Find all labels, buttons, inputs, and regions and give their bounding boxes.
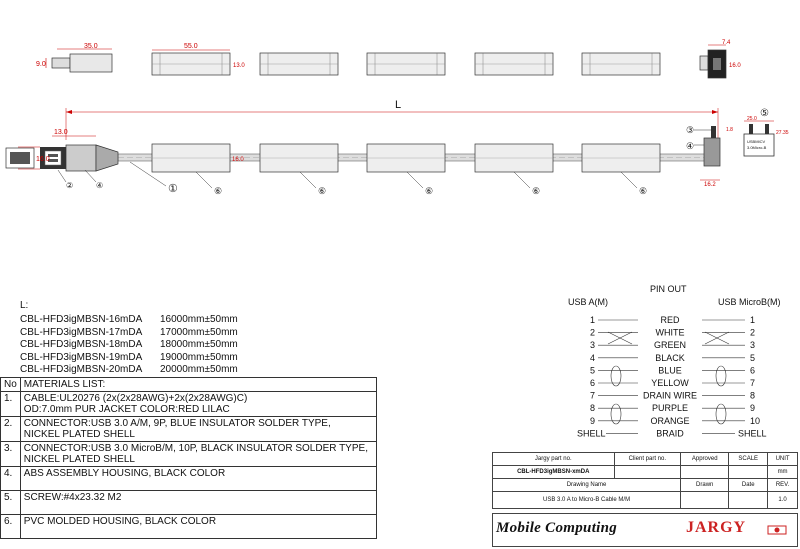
drawn-label: Drawn <box>681 479 729 492</box>
length-row-length: 18000mm±50mm <box>160 339 238 350</box>
pin-right-number: 3 <box>750 340 756 351</box>
length-row-part: CBL-HFD3igMBSN-20mDA <box>20 364 143 375</box>
ferrite-side-3 <box>367 144 445 172</box>
pin-left-number: SHELL <box>577 428 606 439</box>
length-row-part: CBL-HFD3igMBSN-19mDA <box>20 351 143 363</box>
callout-6e: ⑥ <box>639 186 648 196</box>
materials-row-line1: SCREW:#4x23.32 M2 <box>23 492 122 503</box>
pin-right-number: 8 <box>750 390 756 401</box>
callout-6d: ⑥ <box>532 186 541 196</box>
callout-5: ⑤ <box>760 108 769 119</box>
callout-6a: ⑥ <box>214 186 223 196</box>
pin-left-number: 8 <box>590 403 596 414</box>
materials-row-no: 6. <box>1 515 21 539</box>
dim-ferrite-length: 55.0 <box>184 43 198 50</box>
dim-ferrite-width: 13.0 <box>233 63 245 69</box>
callout-4a: ④ <box>96 181 104 190</box>
dim-usba-height: 9.0 <box>36 61 46 68</box>
dim-microb-width: 7.4 <box>722 40 731 46</box>
callout-4b: ④ <box>686 141 695 151</box>
materials-row-line1: ABS ASSEMBLY HOUSING, BLACK COLOR <box>23 468 226 479</box>
pinout-title: PIN OUT <box>650 284 687 294</box>
length-row-part: CBL-HFD3igMBSN-16mDA <box>20 314 143 325</box>
pin-left-number: 6 <box>590 378 596 388</box>
length-row-part: CBL-HFD3igMBSN-17mDA <box>20 326 143 338</box>
callout-3: ③ <box>686 125 695 135</box>
approved-label: Approved <box>681 453 729 466</box>
dim-microb-side: 16.2 <box>704 182 716 188</box>
wire-color-name: BLACK <box>655 352 685 363</box>
unit-value: mm <box>768 466 798 479</box>
title-block <box>492 452 798 509</box>
length-row-length: 20000mm±50mm <box>160 364 238 375</box>
pin-right-number: 7 <box>750 378 756 388</box>
length-row-part: CBL-HFD3igMBSN-18mDA <box>20 339 143 350</box>
logo-jargy: JARGY <box>686 519 747 536</box>
materials-row-no: 2. <box>1 417 21 442</box>
pinout-rows <box>577 315 767 438</box>
pin-left-number: 5 <box>590 365 596 376</box>
pin-left-number: 2 <box>590 327 596 338</box>
pinout-right-header: USB MicroB(M) <box>718 297 781 307</box>
wire-color-name: YELLOW <box>651 378 689 388</box>
wire-color-name: BRAID <box>656 428 684 439</box>
materials-row-line1: CABLE:UL20276 (2x(2x28AWG)+2x(2x28AWG)C) <box>23 393 248 404</box>
callout-6b: ⑥ <box>318 186 327 196</box>
materials-row <box>1 515 377 539</box>
pin-right-number: 9 <box>750 403 756 414</box>
ferrite-top-5 <box>582 53 660 75</box>
pin-left-number: 4 <box>590 352 596 363</box>
materials-row-no: 3. <box>1 442 21 467</box>
dim-usba-length: 35.0 <box>84 43 98 50</box>
client-part-label: Client part no. <box>614 453 681 466</box>
pin-left-number: 3 <box>590 340 596 351</box>
dim-microb-end-height: 27.35 <box>776 130 789 136</box>
dim-microb-end-width: 25.0 <box>747 116 757 122</box>
unit-label: UNIT <box>768 453 798 466</box>
pin-right-number: 5 <box>750 352 756 363</box>
dim-usba-side-length: 13.0 <box>54 129 68 136</box>
wire-color-name: DRAIN WIRE <box>643 390 697 401</box>
length-row-length: 16000mm±50mm <box>160 314 238 325</box>
materials-row-no: 5. <box>1 491 21 515</box>
date-label: Date <box>729 479 768 492</box>
materials-row-line1: PVC MOLDED HOUSING, BLACK COLOR <box>23 516 217 527</box>
ferrite-top-3 <box>367 53 445 75</box>
pinout-diagram <box>568 284 781 307</box>
callout-2: ② <box>66 181 74 190</box>
materials-row <box>1 392 377 417</box>
dim-microb-height: 16.0 <box>729 63 741 69</box>
callout-1: ① <box>168 183 178 195</box>
microb-label-line1: USBMICV <box>747 139 766 144</box>
dim-ferrite-side: 16.0 <box>232 157 244 163</box>
materials-row <box>1 491 377 515</box>
materials-row-line1: CONNECTOR:USB 3.0 A/M, 9P, BLUE INSULATOR SOLDER TYPE, <box>23 418 331 429</box>
materials-header-no: No <box>1 378 21 392</box>
materials-row-text <box>20 515 376 539</box>
usb-a-side-view <box>6 129 118 171</box>
dim-microb-end-depth: 1.8 <box>726 127 733 133</box>
wire-color-name: RED <box>660 315 680 325</box>
pin-right-number: SHELL <box>738 428 767 439</box>
length-table-header: L: <box>20 300 29 311</box>
jargy-part-label: Jargy part no. <box>493 453 615 466</box>
ferrite-side-4 <box>475 144 553 172</box>
dim-usba-side-height: 16.0 <box>36 156 50 163</box>
pin-right-number: 2 <box>750 327 756 338</box>
rev-label: REV. <box>768 479 798 492</box>
length-dimension <box>66 99 718 140</box>
microb-end-view <box>726 116 789 156</box>
wire-color-name: BLUE <box>658 365 682 376</box>
pin-left-number: 7 <box>590 390 596 401</box>
ferrite-side-2 <box>260 144 338 172</box>
materials-row-line1: CONNECTOR:USB 3.0 MicroB/M, 10P, BLACK INSULATOR SOLDER TYPE, <box>23 443 368 454</box>
materials-header-row <box>1 378 377 392</box>
materials-row-text <box>20 392 376 417</box>
scale-label: SCALE <box>729 453 768 466</box>
pin-right-number: 1 <box>750 315 756 325</box>
length-row-length: 19000mm±50mm <box>160 351 238 363</box>
materials-row-no: 1. <box>1 392 21 417</box>
logo-mobile-computing: Mobile Computing <box>496 520 618 536</box>
pin-left-number: 1 <box>590 315 596 325</box>
pin-left-number: 9 <box>590 415 596 426</box>
pinout-left-header: USB A(M) <box>568 297 609 307</box>
wire-color-name: ORANGE <box>650 415 690 426</box>
materials-row-text <box>20 417 376 442</box>
ferrite-top-4 <box>475 53 553 75</box>
rev-value: 1.0 <box>768 492 798 509</box>
materials-row-line2: NICKEL PLATED SHELL <box>23 429 135 440</box>
pin-right-number: 10 <box>750 415 761 426</box>
wire-color-name: GREEN <box>653 340 687 351</box>
jargy-mark-icon <box>766 522 788 538</box>
microb-label-line2: 3.0Micro-B <box>747 145 767 150</box>
materials-row <box>1 467 377 491</box>
materials-row-text <box>20 467 376 491</box>
ferrite-top-1 <box>152 43 245 75</box>
materials-row-line2: NICKEL PLATED SHELL <box>23 454 135 465</box>
drawing-name-value: USB 3.0 A to Micro-B Cable M/M <box>493 492 681 509</box>
length-symbol: L <box>395 99 402 111</box>
materials-row-line2: OD:7.0mm PUR JACKET COLOR:RED LILAC <box>23 404 230 415</box>
callout-6c: ⑥ <box>425 186 434 196</box>
materials-row <box>1 442 377 467</box>
drawing-name-label: Drawing Name <box>493 479 681 492</box>
materials-table <box>0 377 377 539</box>
ferrite-top-2 <box>260 53 338 75</box>
materials-header-title: MATERIALS LIST: <box>20 378 376 392</box>
materials-row-text <box>20 491 376 515</box>
usb-a-top-view <box>36 43 112 72</box>
wire-color-name: PURPLE <box>651 403 689 414</box>
materials-row-text <box>20 442 376 467</box>
pin-right-number: 6 <box>750 365 756 376</box>
length-row-length: 17000mm±50mm <box>160 326 238 338</box>
ferrite-side-5 <box>582 144 660 172</box>
microb-top-view <box>700 40 741 78</box>
wire-color-name: WHITE <box>655 327 685 338</box>
materials-row <box>1 417 377 442</box>
jargy-part-value: CBL-HFD3igMBSN-xmDA <box>493 466 615 479</box>
materials-row-no: 4. <box>1 467 21 491</box>
